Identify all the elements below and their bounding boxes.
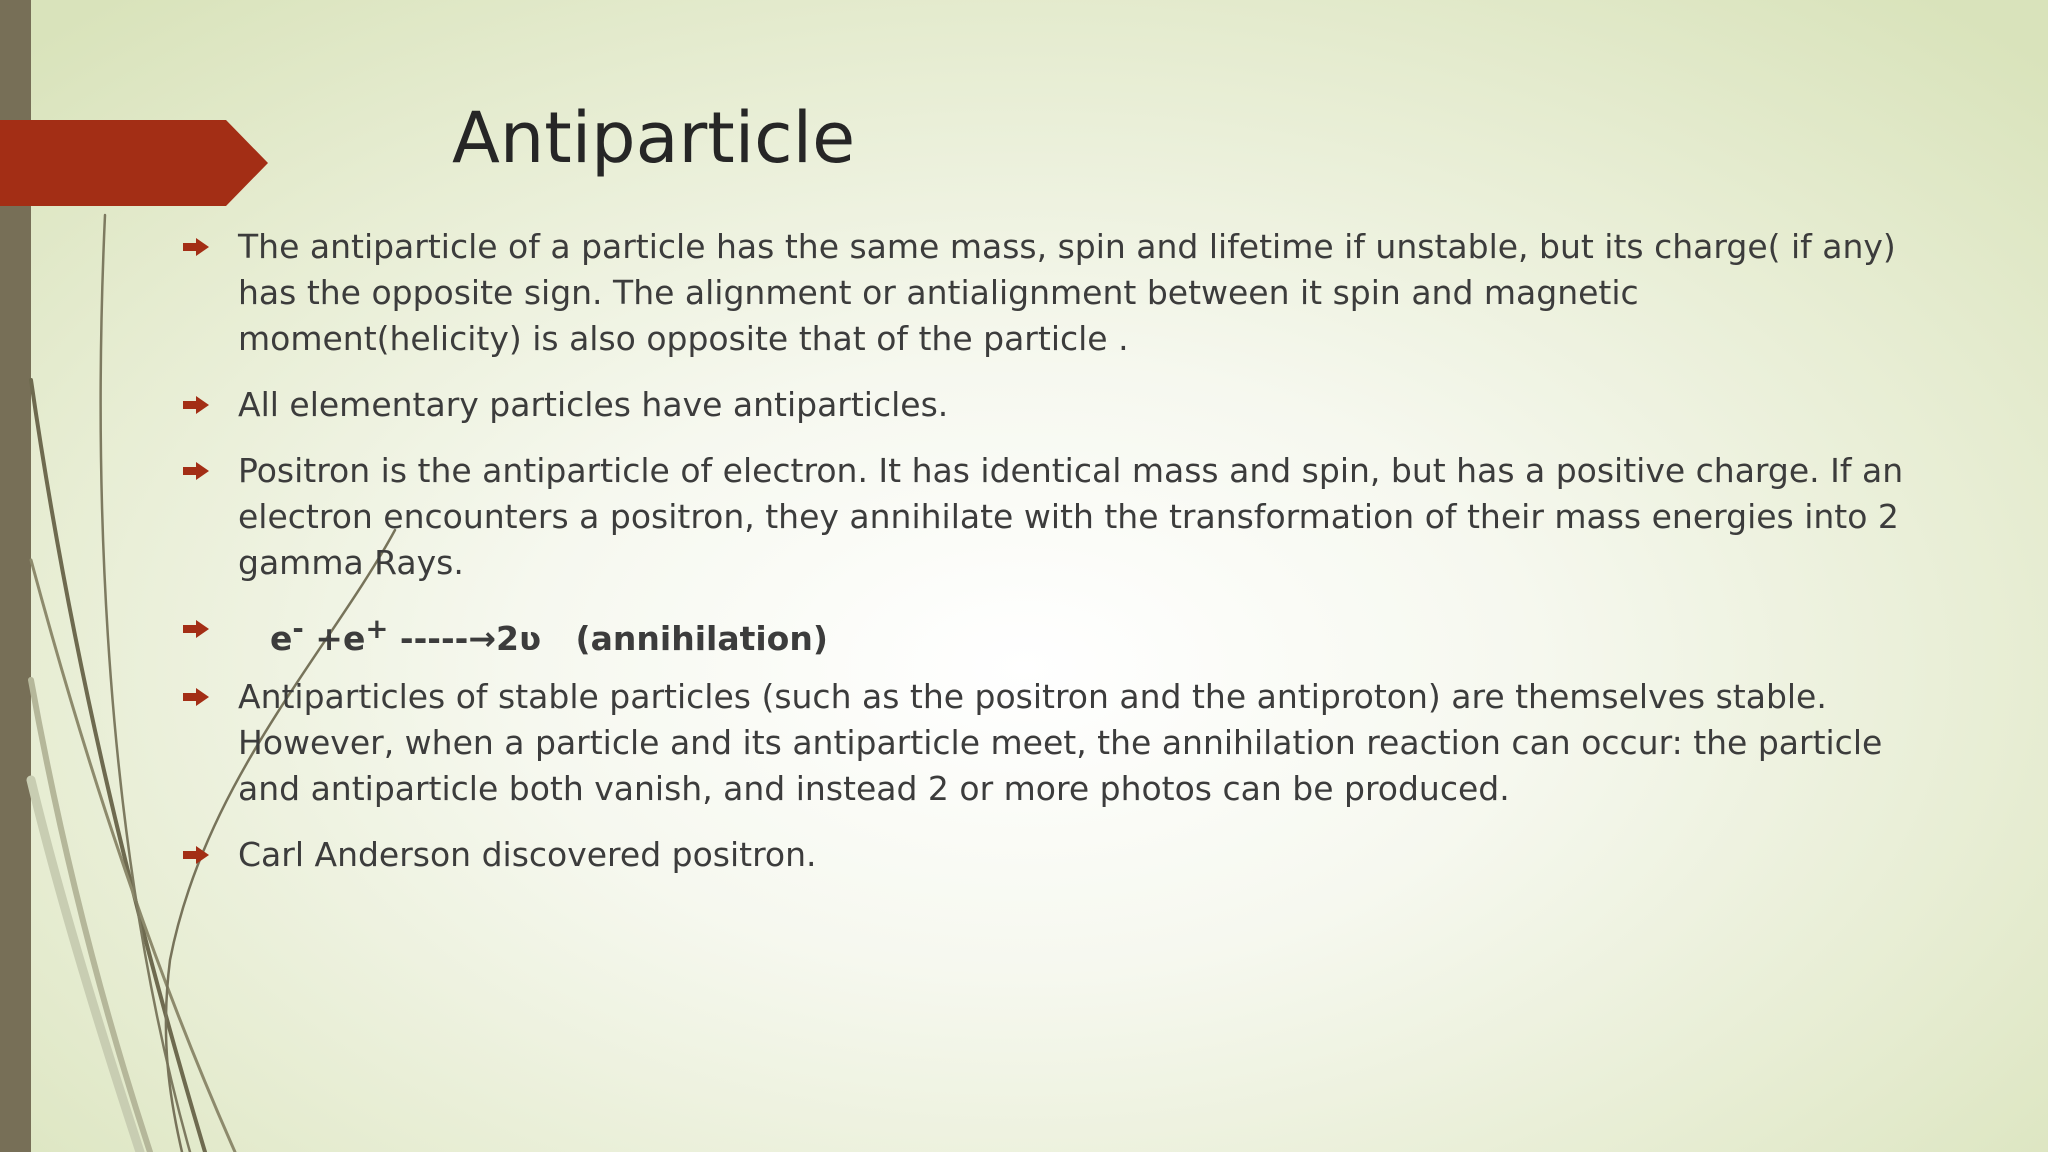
arrow-right-icon <box>182 395 210 415</box>
bullet-text: Positron is the antiparticle of electron. It has identical mass and spin, but has a positive charge. If an electron encounters a positron, they annihilate with the transformation of their mass energies into 2 gamma Rays. <box>238 451 1904 582</box>
arrow-right-icon <box>182 845 210 865</box>
reaction-product: 2ʋ <box>496 619 542 658</box>
reaction-arrow: -----→ <box>388 619 497 658</box>
bullet-item <box>182 382 1922 428</box>
arrow-right-icon <box>182 461 210 481</box>
equation-label: (annihilation) <box>541 619 828 658</box>
bullet-text: Carl Anderson discovered positron. <box>238 835 817 874</box>
electron-charge: - <box>292 613 304 645</box>
bullet-item <box>182 448 1922 586</box>
slide-title: Antiparticle <box>452 97 856 179</box>
annihilation-equation <box>238 606 828 662</box>
equation-item <box>182 606 1922 662</box>
arrow-right-icon <box>182 687 210 707</box>
bullet-item <box>182 674 1922 812</box>
positron-symbol: +e <box>303 619 366 658</box>
bullet-item <box>182 832 1922 878</box>
arrow-right-icon <box>182 619 210 639</box>
bullet-text: The antiparticle of a particle has the same mass, spin and lifetime if unstable, but its charge( if any) has the opposite sign. The alignment or antialignment between it spin and magnetic moment(helicity) is also opposite that of the particle . <box>238 227 1896 358</box>
title-arrow-shape <box>0 120 270 206</box>
bullet-text: All elementary particles have antiparticles. <box>238 385 949 424</box>
arrow-right-icon <box>182 237 210 257</box>
positron-charge: + <box>365 613 389 645</box>
bullet-item <box>182 224 1922 362</box>
bullet-text: Antiparticles of stable particles (such as the positron and the antiproton) are themselves stable. However, when a particle and its antiparticle meet, the annihilation reaction can occur: the particle and antiparticle both vanish, and instead 2 or more photos can be produced. <box>238 677 1883 808</box>
electron-symbol: e <box>270 619 293 658</box>
bullet-list <box>182 224 1922 898</box>
